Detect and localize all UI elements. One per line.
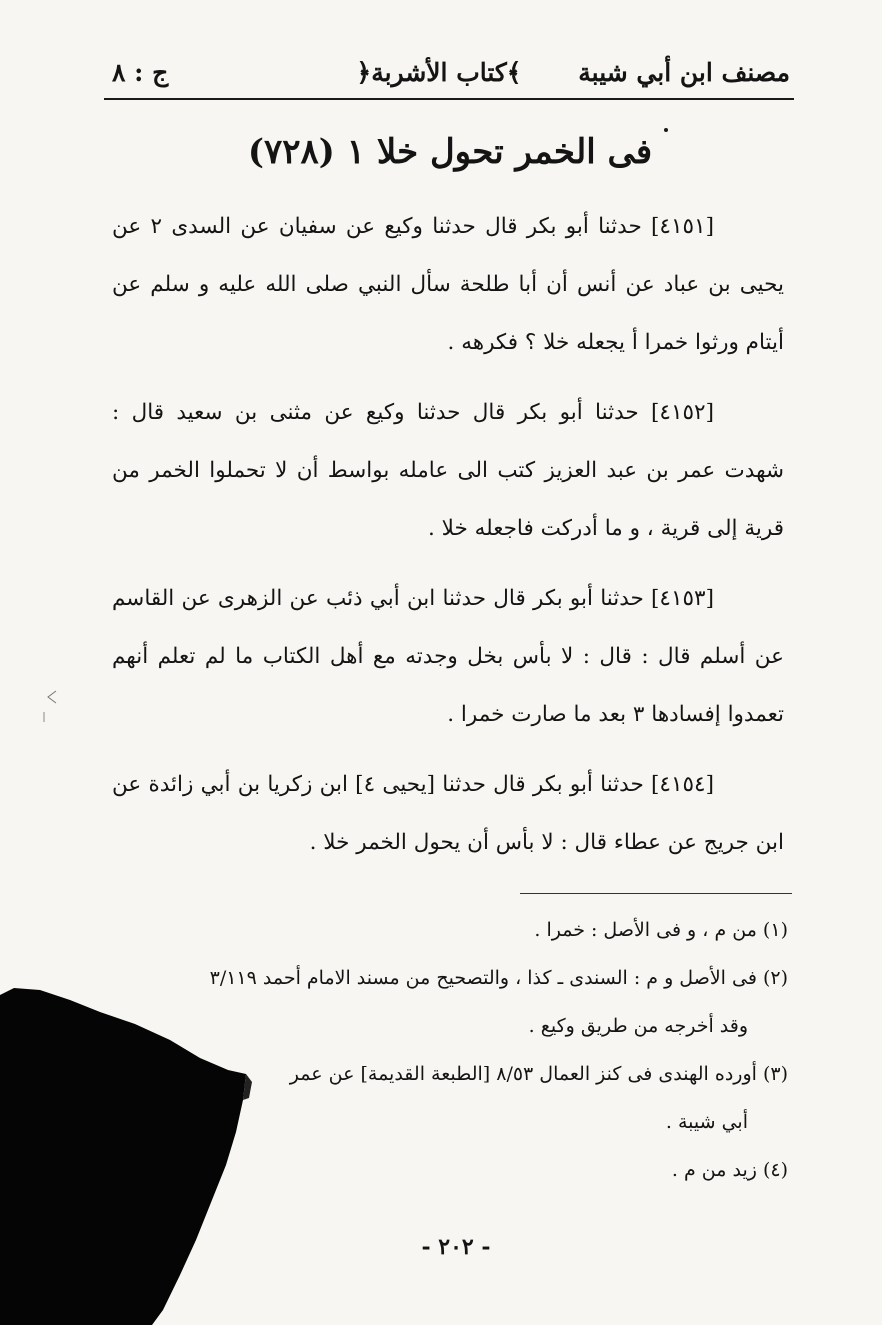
book-title: مصنف ابن أبي شيبة <box>578 58 790 87</box>
chapter-title: (٧٢٨) فى الخمر تحول خلا ١ <box>247 132 653 172</box>
section-title: ﴿كتاب الأشربة﴾ <box>356 58 522 87</box>
footnote-2-continuation: وقد أخرجه من طريق وكيع . <box>528 1015 748 1037</box>
hadith-4152: [٤١٥٢] حدثنا أبو بكر قال حدثنا وكيع عن مثنى بن سعيد قال : شهدت عمر بن عبد العزيز كتب الى عامله بواسط أن لا تحملوا الخمر من قرية إلى قرية ، و ما أدركت فاجعله خلا . <box>112 400 784 541</box>
volume-number: ج : ٨ <box>112 58 169 87</box>
hadith-4154: [٤١٥٤] حدثنا أبو بكر قال حدثنا [يحيى ٤] ابن زكريا بن أبي زائدة عن ابن جريج عن عطاء قال : لا بأس أن يحول الخمر خلا . <box>112 772 784 855</box>
page-number: - ٢٠٢ - <box>421 1234 491 1260</box>
hadith-4151: [٤١٥١] حدثنا أبو بكر قال حدثنا وكيع عن سفيان عن السدى ٢ عن يحيى بن عباد عن أنس أن أبا طلحة سأل النبي صلى الله عليه و سلم عن أيتام ورثوا خمرا أ يجعله خلا ؟ فكرهه . <box>112 214 784 355</box>
hadith-4153: [٤١٥٣] حدثنا أبو بكر قال حدثنا ابن أبي ذئب عن الزهرى عن القاسم عن أسلم قال : قال : لا بأس بخل وجدته مع أهل الكتاب ما لم تعلم أنهم تعمدوا إفسادها ٣ بعد ما صارت خمرا . <box>112 586 784 727</box>
footnote-3-continuation: أبي شيبة . <box>665 1111 748 1133</box>
footnote-2: (٢) فى الأصل و م : السندى ـ كذا ، والتصحيح من مسند الامام أحمد ٣/١١٩ <box>209 967 788 989</box>
footnote-3: (٣) أورده الهندى فى كنز العمال ٨/٥٣ [الطبعة القديمة] عن عمر <box>289 1063 788 1085</box>
footnote-4: (٤) زيد من م . <box>671 1159 788 1181</box>
footnote-1: (١) من م ، و فى الأصل : خمرا . <box>534 919 788 941</box>
